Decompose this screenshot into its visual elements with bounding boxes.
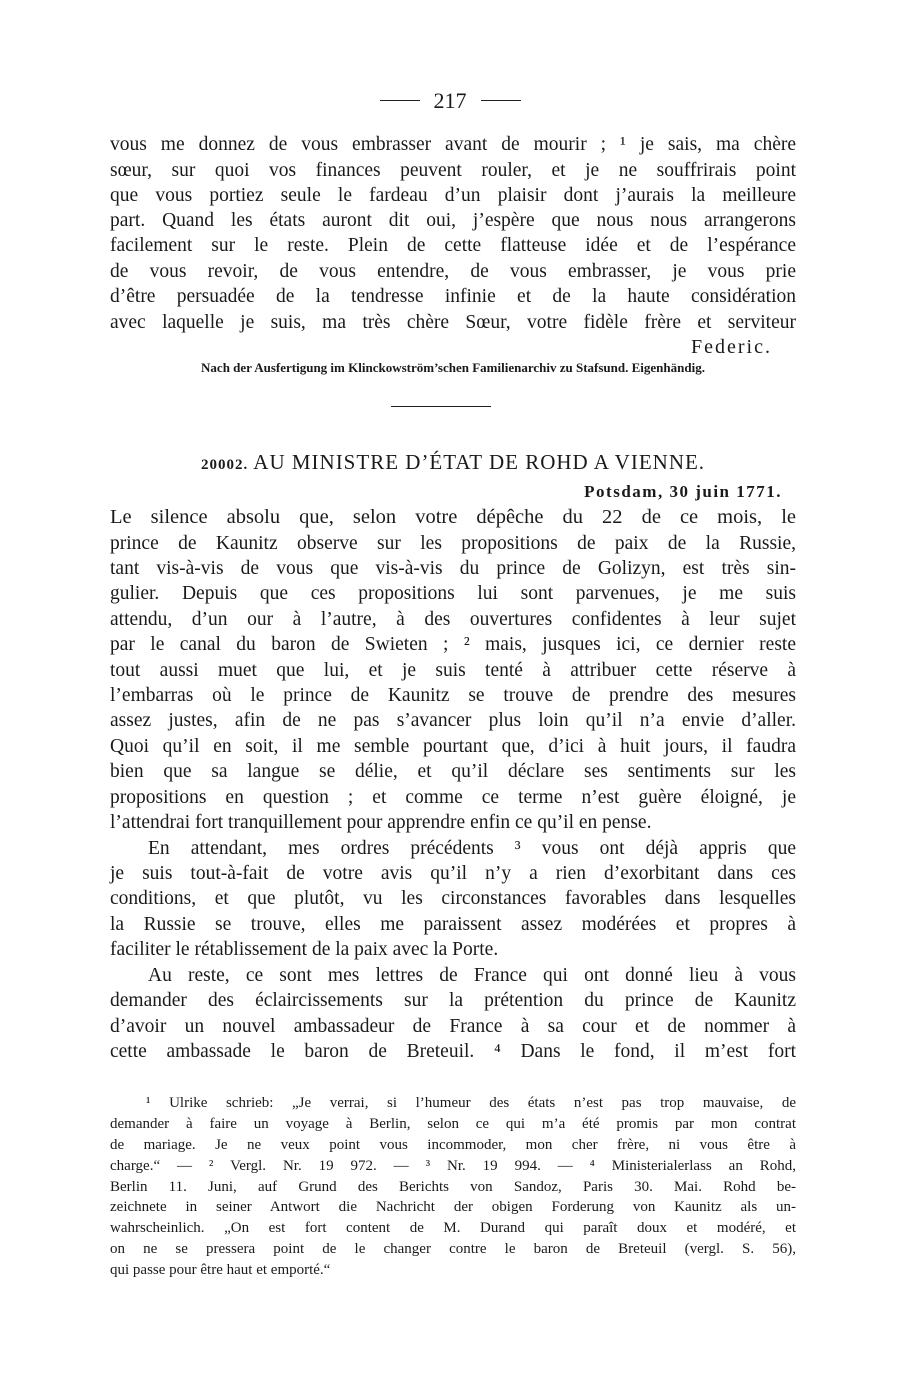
text-line: de vous revoir, de vous entendre, de vous embrasser, je vous prie xyxy=(110,261,796,282)
text-line: que vous portiez seule le fardeau d’un plaisir dont j’aurais la meilleure xyxy=(110,185,796,206)
text-line: assez justes, afin de ne pas s’avancer plus loin qu’il n’a envie d’aller. xyxy=(110,710,796,731)
text-line: vous me donnez de vous embrasser avant de mourir ; ¹ je sais, ma chère xyxy=(110,134,796,155)
text-line: tant vis-à-vis de vous que vis-à-vis du prince de Golizyn, est très sin- xyxy=(110,558,796,579)
footnote-line: charge.“ — ² Vergl. Nr. 19 972. — ³ Nr. 19 994. — ⁴ Ministerialerlass an Rohd, xyxy=(110,1158,796,1174)
page-header xyxy=(0,86,900,114)
text-line: attendu, d’un our à l’autre, à des ouvertures confidentes à leur sujet xyxy=(110,609,796,630)
text-line: conditions, et que plutôt, vu les circonstances favorables dans lesquelles xyxy=(110,888,796,909)
footnote-line: zeichnete in seiner Antwort die Nachricht der obigen Forderung von Kaunitz als un- xyxy=(110,1199,796,1215)
letter-number: 20002. xyxy=(200,457,249,473)
footnote-line: Berlin 11. Juni, auf Grund des Berichts von Sandoz, Paris 30. Mai. Rohd be- xyxy=(110,1179,796,1195)
text-line: Au reste, ce sont mes lettres de France qui ont donné lieu à vous xyxy=(148,965,796,986)
source-note: Nach der Ausfertigung im Klinckowström’schen Familienarchiv zu Stafsund. Eigenhändig. xyxy=(201,360,705,375)
header-rule-right xyxy=(481,100,521,101)
text-line: d’être persuadée de la tendresse infinie et de la haute considération xyxy=(110,286,796,307)
section-divider xyxy=(391,406,491,407)
page-number: 217 xyxy=(433,87,467,113)
text-line: je suis tout-à-fait de votre avis qu’il n’y a rien d’exorbitant dans ces xyxy=(110,863,796,884)
text-line: Quoi qu’il en soit, il me semble pourtant que, d’ici à huit jours, il faudra xyxy=(110,736,796,757)
text-line: propositions en question ; et comme ce terme n’est guère éloigné, je xyxy=(110,787,796,808)
text-line: par le canal du baron de Swieten ; ² mais, jusques ici, ce dernier reste xyxy=(110,634,796,655)
text-line: la Russie se trouve, elles me paraissent assez modérées et propres à xyxy=(110,914,796,935)
text-line: l’attendrai fort tranquillement pour apprendre enfin ce qu’il en pense. xyxy=(110,812,652,833)
letter-dateline: Potsdam, 30 juin 1771. xyxy=(584,482,782,501)
text-line: faciliter le rétablissement de la paix avec la Porte. xyxy=(110,939,499,960)
footnote-line: on ne se pressera point de le changer contre le baron de Breteuil (vergl. S. 56), xyxy=(110,1241,796,1257)
text-line: gulier. Depuis que ces propositions lui sont parvenues, je me suis xyxy=(110,583,796,604)
text-line: d’avoir un nouvel ambassadeur de France à sa cour et de nommer à xyxy=(110,1016,796,1037)
footnote-line: de mariage. Je ne veux point vous incommoder, mon cher frère, ni vous être à xyxy=(110,1137,796,1153)
text-line: avec laquelle je suis, ma très chère Sœur, votre fidèle frère et serviteur xyxy=(110,312,796,333)
text-line: bien que sa langue se délie, et qu’il déclare ses sentiments sur les xyxy=(110,761,796,782)
footnote-line: wahrscheinlich. „On est fort content de M. Durand qui paraît doux et modéré, et xyxy=(110,1220,796,1236)
text-line: Le silence absolu que, selon votre dépêche du 22 de ce mois, le xyxy=(110,506,796,528)
text-line: part. Quand les états auront dit oui, j’espère que nous nous arrangerons xyxy=(110,210,796,231)
text-line: tout aussi muet que lui, et je suis tenté à attribuer cette réserve à xyxy=(110,660,796,681)
footnote-line: qui passe pour être haut et emporté.“ xyxy=(110,1262,331,1278)
letter-title: AU MINISTRE D’ÉTAT DE ROHD A VIENNE. xyxy=(253,450,706,474)
text-line: En attendant, mes ordres précédents ³ vous ont déjà appris que xyxy=(148,838,796,859)
text-line: sœur, sur quoi vos finances peuvent rouler, et je ne souffrirais point xyxy=(110,160,796,181)
footnote-line: ¹ Ulrike schrieb: „Je verrai, si l’humeur des états n’est pas trop mauvaise, de xyxy=(146,1095,796,1111)
text-line: facilement sur le reste. Plein de cette flatteuse idée et de l’espérance xyxy=(110,235,796,256)
text-line: prince de Kaunitz observe sur les propositions de paix de la Russie, xyxy=(110,533,796,554)
footnote-line: demander à faire un voyage à Berlin, selon ce qui m’a été promis par mon contrat xyxy=(110,1116,796,1132)
text-line: cette ambassade le baron de Breteuil. ⁴ Dans le fond, il m’est fort xyxy=(110,1041,796,1062)
text-line: l’embarras où le prince de Kaunitz se trouve de prendre des mesures xyxy=(110,685,796,706)
signature: Federic. xyxy=(691,336,772,358)
header-rule-left xyxy=(380,100,420,101)
text-line: demander des éclaircissements sur la prétention du prince de Kaunitz xyxy=(110,990,796,1011)
letter-heading xyxy=(110,450,796,475)
